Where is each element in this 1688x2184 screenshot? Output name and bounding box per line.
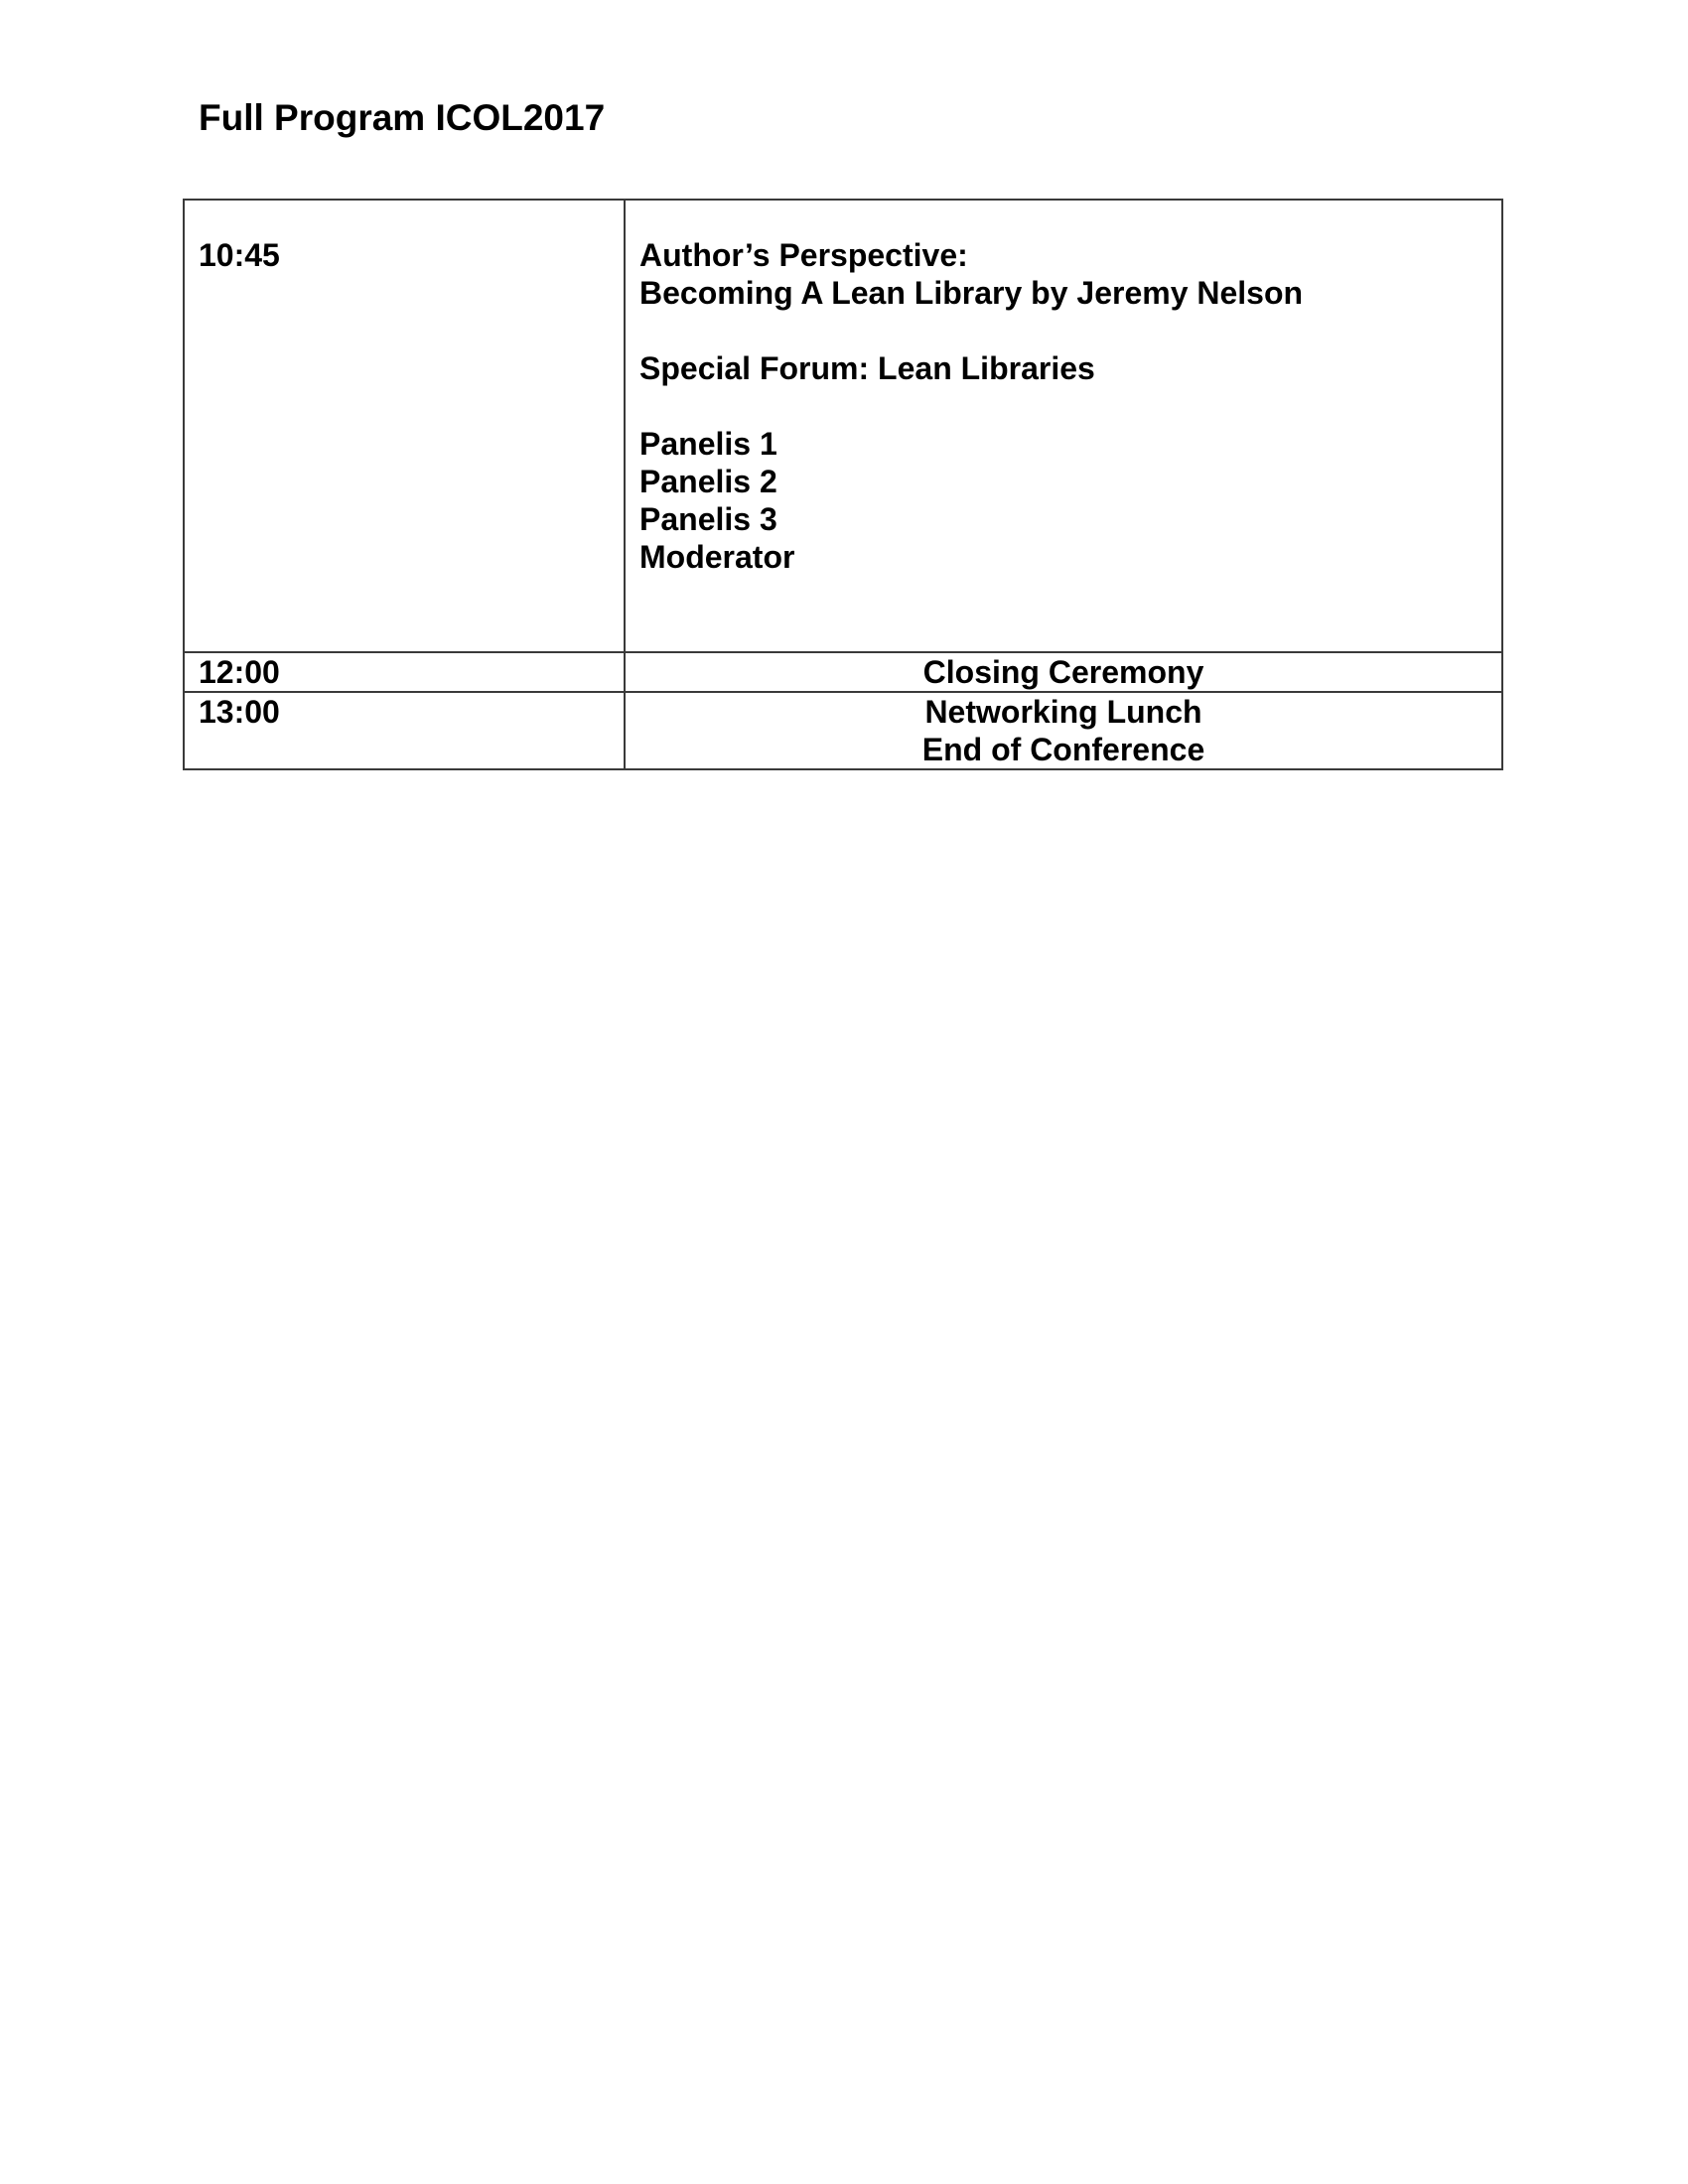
spacer: [639, 387, 1487, 425]
session-cell: [625, 200, 1502, 652]
table-row: [184, 200, 1502, 652]
participant-item: Moderator: [639, 539, 795, 575]
event-cell: [625, 652, 1502, 692]
table-row: [184, 692, 1502, 769]
spacer: [639, 312, 1487, 349]
session-time: 13:00: [199, 694, 280, 730]
event-item: Networking Lunch: [924, 694, 1202, 730]
event-cell: [625, 692, 1502, 769]
event-item: End of Conference: [921, 732, 1205, 767]
session-talk: Becoming A Lean Library by Jeremy Nelson: [639, 275, 1304, 311]
forum-title: Special Forum: Lean Libraries: [639, 350, 1095, 386]
session-time: 12:00: [199, 654, 280, 690]
page-title: Full Program ICOL2017: [199, 97, 606, 138]
time-cell: [184, 200, 625, 652]
participant-item: Panelis 2: [639, 464, 777, 499]
session-time: 10:45: [199, 237, 280, 273]
participant-item: Panelis 3: [639, 501, 777, 537]
event-item: Closing Ceremony: [922, 654, 1204, 690]
program-table: [183, 199, 1503, 770]
session-heading: Author’s Perspective:: [639, 237, 968, 273]
participant-item: Panelis 1: [639, 426, 777, 462]
time-cell: [184, 692, 625, 769]
table-row: [184, 652, 1502, 692]
time-cell: [184, 652, 625, 692]
